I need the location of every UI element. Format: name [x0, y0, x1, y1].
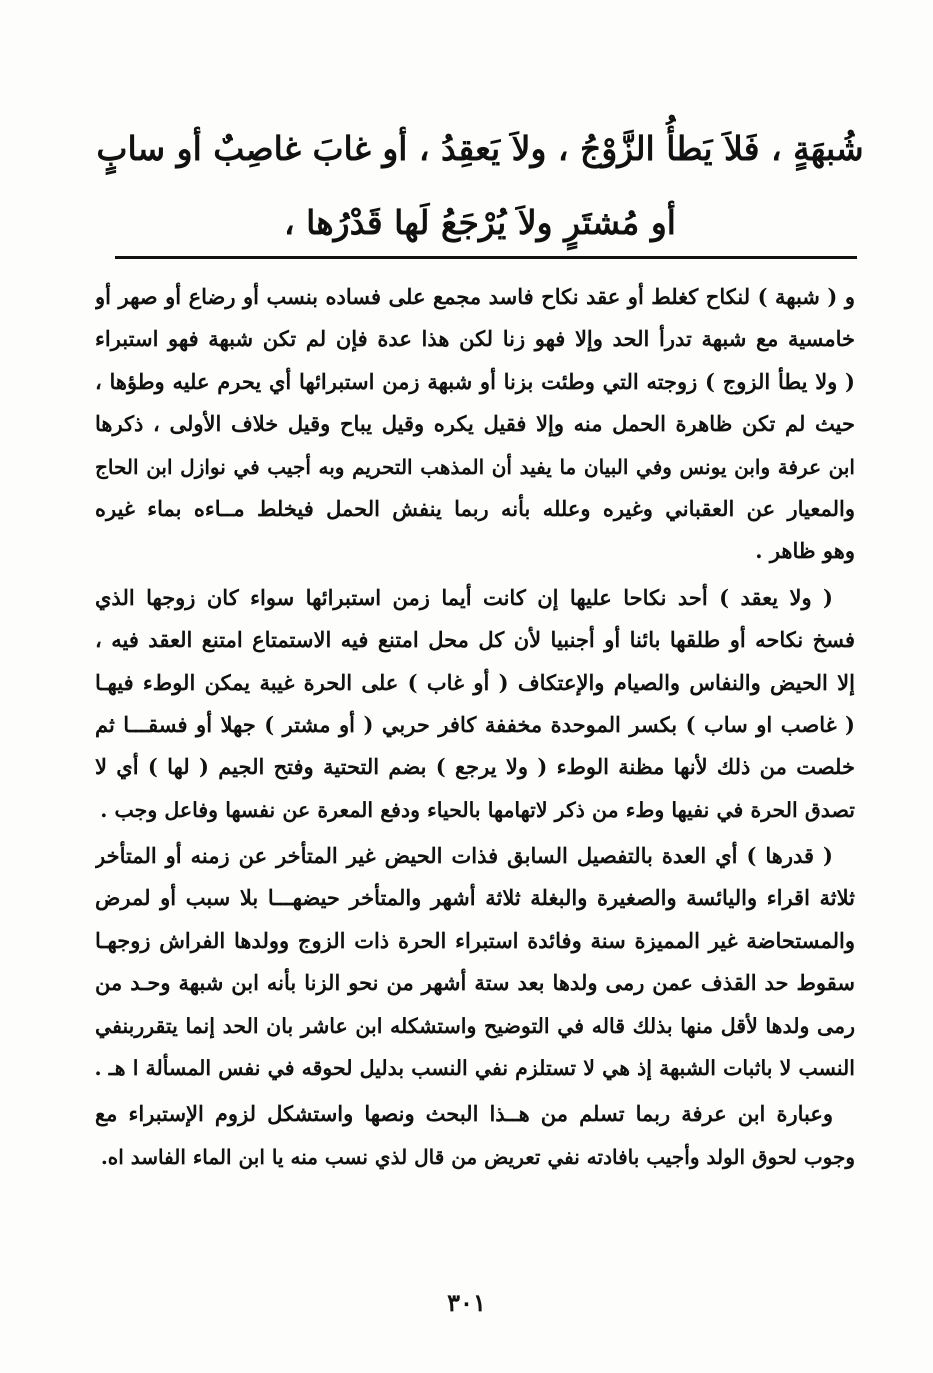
text-line: و ( شبهة ) لنكاح كغلط أو عقد نكاح فاسد مجمع على فساده بنسب أو رضاع أو صهر أو — [95, 284, 855, 309]
page-number: ٣٠١ — [447, 1288, 486, 1317]
text-line: حيث لم تكن ظاهرة الحمل منه وإلا فقيل يكره وقيل يباح وقيل خلاف الأولى ، ذكرها — [95, 411, 855, 437]
matn-text — [95, 112, 865, 260]
text-line: ثلاثة اقراء واليائسة والصغيرة والبغلة ثلاثة أشهر والمتأخر حيضهـــا بلا سبب أو لمرض — [95, 885, 855, 911]
text-line: النسب لا باثبات الشبهة إذ هي لا تستلزم نفي النسب بدليل لحوقه في نفس المسألة ا هـ . — [95, 1056, 855, 1081]
text-line: ( غاصب او ساب ) بكسر الموحدة مخففة كافر حربي ( أو مشتر ) جهلا أو فسقـــا ثم — [95, 711, 855, 737]
text-line: خامسية مع شبهة تدرأ الحد وإلا فهو زنا لكن هذا عدة فإن لم تكن شبهة فهو استبراء — [95, 326, 855, 352]
text-line: فسخ نكاحه أو طلقها بائنا أو أجنبيا لأن كل محل امتنع فيه الاستمتاع امتنع العقد فيه ، — [95, 627, 855, 653]
text-line: والمعيار عن العقباني وغيره وعلله بأنه ربما ينفش الحمل فيخلط مــاءه بماء غيره — [95, 495, 855, 521]
text-line: ابن عرفة وابن يونس وفي البيان ما يفيد أن المذهب التحريم وبه أجيب في نوازل ابن الحاج — [95, 454, 855, 479]
commentary-paragraph — [95, 276, 855, 573]
commentary-paragraph — [95, 835, 855, 1089]
text-line: وعبارة ابن عرفة ربما تسلم من هــذا البحث ونصها واستشكل لزوم الإستبراء مع — [95, 1101, 833, 1127]
text-line: خلصت من ذلك لأنها مظنة الوطء ( ولا يرجع ) بضم التحتية وفتح الجيم ( لها ) أي لا — [95, 754, 855, 780]
text-line: والمستحاضة غير المميزة سنة وفائدة استبراء الحرة ذات الزوج وولدها الفراش زوجهـا — [95, 927, 855, 953]
commentary-paragraph — [95, 577, 855, 831]
commentary-text — [95, 276, 855, 1182]
text-line: تصدق الحرة في نفيها وطء من ذكر لاتهامها بالحياء ودفع المعرة عن نفسها وفاعل وجب . — [100, 797, 855, 822]
commentary-paragraph — [95, 1093, 855, 1178]
text-line: رمى ولدها لأقل منها بذلك قاله في التوضيح واستشكله ابن عاشر بان الحد إنما يتقرربنفي — [95, 1013, 855, 1038]
text-line: ( ولا يعقد ) أحد نكاحا عليها إن كانت أيما زمن استبرائها سواء كان زوجها الذي — [95, 584, 833, 610]
matn-line: شُبهَةٍ ، فَلاَ يَطأُ الزَّوْجُ ، ولاَ يَعقِدُ ، أو غابَ غاصِبٌ أو سابٍ — [96, 129, 864, 168]
text-line: سقوط حد القذف عمن رمى ولدها بعد ستة أشهر من نحو الزنا بأنه ابن شبهة وحـد من — [95, 970, 855, 996]
text-line: وجوب لحوق الولد وأجيب بافادته نفي تعريض من قال لذي نسب منه يا ابن الماء الفاسد اه. — [100, 1144, 855, 1169]
text-line: إلا الحيض والنفاس والصيام والإعتكاف ( أو غاب ) على الحرة غيبة يمكن الوطء فيهـا — [95, 669, 855, 695]
text-line: ( قدرها ) أي العدة بالتفصيل السابق فذات الحيض غير المتأخر عن زمنه أو المتأخر — [95, 843, 833, 869]
text-line: ( ولا يطأ الزوج ) زوجته التي وطئت بزنا أو شبهة زمن استبرائها أي يحرم عليه وطؤها ، — [95, 368, 855, 394]
separator-rule — [115, 256, 857, 259]
text-line: وهو ظاهر . — [755, 538, 855, 564]
matn-line: أو مُشتَرٍ ولاَ يُرْجَعُ لَها قَدْرُها ، — [284, 203, 676, 242]
